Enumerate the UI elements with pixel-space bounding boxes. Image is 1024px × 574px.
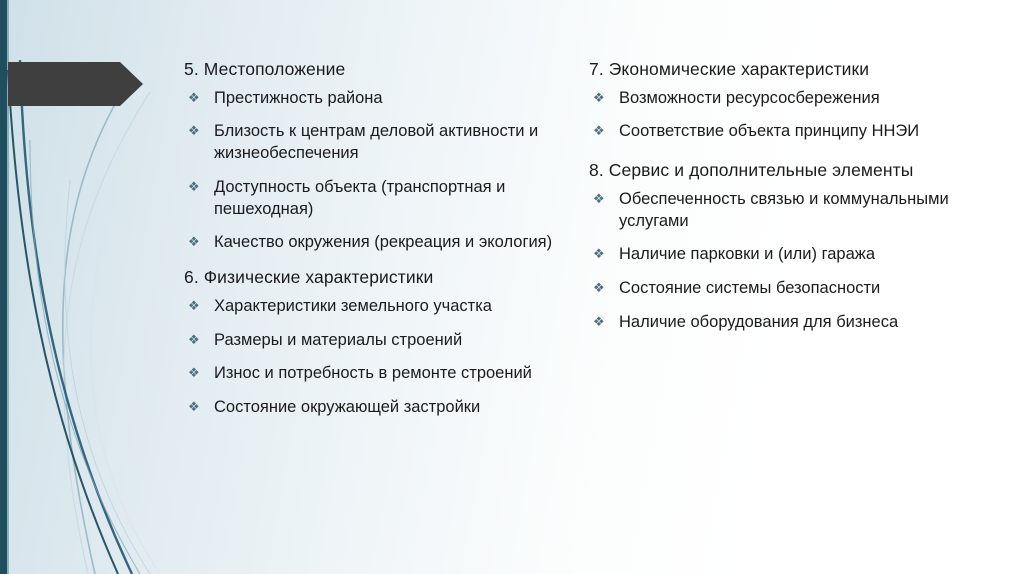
list-item	[170, 296, 570, 318]
bullet-list-7	[575, 88, 995, 144]
diamond-bullet-icon: ❖	[593, 246, 605, 262]
diamond-bullet-icon: ❖	[593, 280, 605, 296]
list-item	[170, 330, 570, 352]
slide-content	[170, 58, 1010, 558]
list-item	[170, 232, 570, 254]
diamond-bullet-icon: ❖	[188, 297, 200, 313]
diamond-bullet-icon: ❖	[593, 123, 605, 139]
list-item	[170, 88, 570, 110]
bullet-list-8	[575, 189, 995, 334]
diamond-bullet-icon: ❖	[188, 331, 200, 347]
list-item	[575, 312, 995, 334]
list-item	[170, 363, 570, 385]
list-item	[170, 121, 570, 165]
banner-arrow-shape	[8, 62, 143, 106]
list-item-label: Престижность района	[214, 88, 383, 107]
section-heading-7: 7. Экономические характеристики	[589, 59, 870, 79]
list-item-label: Состояние окружающей застройки	[214, 398, 481, 417]
diamond-bullet-icon: ❖	[188, 178, 200, 194]
diamond-bullet-icon: ❖	[593, 190, 605, 206]
bullet-list-6	[170, 296, 570, 419]
list-item	[575, 189, 995, 233]
list-item-label: Близость к центрам деловой активности и жизнеобеспечения	[214, 122, 539, 163]
list-item-label: Возможности ресурсосбережения	[619, 88, 880, 107]
list-item-label: Износ и потребность в ремонте строений	[214, 364, 532, 383]
list-item-label: Доступность объекта (транспортная и пешеходная)	[214, 177, 506, 218]
list-item	[575, 121, 995, 143]
left-column	[170, 58, 570, 431]
diamond-bullet-icon: ❖	[593, 313, 605, 329]
diamond-bullet-icon: ❖	[593, 89, 605, 105]
list-item	[170, 397, 570, 419]
list-item-label: Наличие оборудования для бизнеса	[619, 312, 899, 331]
list-item	[575, 88, 995, 110]
list-item-label: Соответствие объекта принципу ННЭИ	[619, 122, 920, 141]
diamond-bullet-icon: ❖	[188, 123, 200, 139]
list-item-label: Качество окружения (рекреация и экология)	[214, 233, 553, 252]
section-heading-5: 5. Местоположение	[184, 59, 346, 79]
diamond-bullet-icon: ❖	[188, 89, 200, 105]
diamond-bullet-icon: ❖	[188, 365, 200, 381]
list-item	[575, 278, 995, 300]
left-accent-bar	[0, 0, 7, 574]
bullet-list-5	[170, 88, 570, 255]
list-item-label: Наличие парковки и (или) гаража	[619, 245, 875, 264]
diamond-bullet-icon: ❖	[188, 399, 200, 415]
diamond-bullet-icon: ❖	[188, 234, 200, 250]
section-heading-8: 8. Сервис и дополнительные элементы	[589, 160, 914, 181]
section-heading-6: 6. Физические характеристики	[184, 267, 434, 288]
list-item	[575, 244, 995, 266]
list-item	[170, 177, 570, 221]
list-item-label: Обеспеченность связью и коммунальными услугами	[619, 189, 949, 230]
list-item-label: Размеры и материалы строений	[214, 330, 463, 349]
right-column	[575, 58, 995, 346]
list-item-label: Характеристики земельного участка	[214, 296, 492, 315]
list-item-label: Состояние системы безопасности	[619, 279, 881, 298]
